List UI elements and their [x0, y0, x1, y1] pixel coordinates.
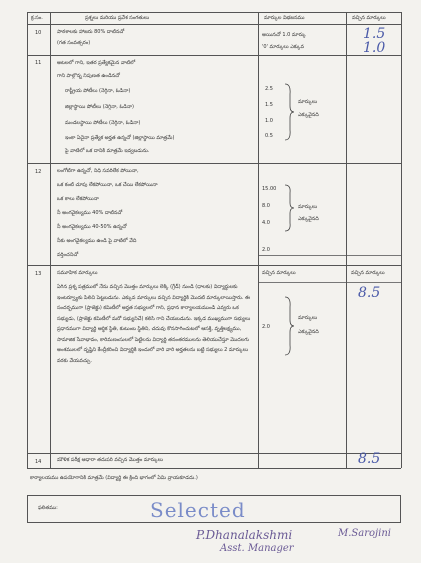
- row12-value-2: 4.0: [262, 220, 270, 226]
- row13-divider: [27, 453, 401, 454]
- row10-handwritten-mark1: 1.5: [363, 26, 386, 42]
- header-marks-awarded: వచ్చిన మార్కులు: [352, 15, 386, 21]
- row11-value-3: 0.5: [265, 133, 273, 139]
- row10-scheme1: అయినచో 1.0 మార్కు: [262, 32, 306, 38]
- row13-handwritten-mark: 8.5: [358, 285, 381, 301]
- row12-value-3: 2.0: [262, 247, 270, 253]
- row11-value-1: 1.5: [265, 102, 273, 108]
- row11-line-1: గాని పాల్గొన్న నిపుణత ఉండినచో: [57, 73, 120, 79]
- row12-inner-divider: [258, 255, 401, 256]
- row10-line1: పాఠశాలకు హాజరు 80% దాటినచో: [57, 29, 125, 35]
- row12-brace-icon: [283, 183, 295, 233]
- table-border-bottom: [27, 468, 401, 469]
- row13-paragraph: ఏగిన ప్రశ్న పత్రములో నేను వచ్చిన మొత్తం మార్కులు లెక్కి (గ్రేడ్) నుండి (ధాలకు) విద్యార్థులకు ఇంటర్వ్యూకు పిలిచి పెట్టబడును. ఎక్కువ మార్కులు వచ్చిన విద్యార్థికి మొదటి మార్కులాయిస్తారు. ఈ సందర్భముగా (ప్రాజెక్టు) కమిటీలో అర్హత సభ్యులలో గాని, ప్రధాన కార్యాలయముండి ఎవ్వరు ఒక సభ్యుడు, (ప్రాజెక్టు కమిటీలో మరో సభ్యునిచే) కలిసి గాని చేయబడును. ఇక్కడ ముఖ్యముగా సభ్యులు ప్రధానముగా విద్యార్థి ఆర్థిక స్థితి, కుటుంబ స్థితిని, చదువు కొనసాగించుటలో ఆసక్తి, వృత్తిలక్ష్యము, సామాజిక సేవాభావం, కారిమణంసులలో పెట్టిలను విద్యార్థి తనంతరములను తెలియుచేస్తూ మొదలగు అంశములలో దృష్టిని కేంద్రీకరించి విద్యార్థికి ఇందులో వారి వారి అర్హతలను బట్టి సభ్యులు 2 మార్కులు వరకు వేయవచ్చు.: [57, 284, 251, 364]
- row11-line-5: ఇంకా ఏదైనా ప్రత్యేక అర్హత ఉన్నచో (జిల్లాస్థాయి మాత్రమే): [65, 135, 175, 141]
- row11-line-6: పై వాటిలో ఒక దానికి మాత్రమే ఇవ్వబడును.: [65, 148, 150, 154]
- row10-divider: [27, 55, 401, 56]
- row11-value-2: 1.0: [265, 118, 273, 124]
- row12-scheme-label1: మార్కులు: [298, 204, 318, 210]
- header-marks-scheme: మార్కుల విభజనము: [264, 15, 305, 21]
- row12-line-2: ఒక కాలు లేకపోయినా: [57, 196, 99, 202]
- row11-brace-icon: [283, 82, 295, 142]
- row13-value: 2.0: [262, 324, 270, 330]
- header-row-divider: [27, 24, 401, 25]
- signature-2-name: M.Sarojini: [338, 528, 391, 539]
- row12-line-0: లంగోటిగా ఉన్నచో, నిధి సవరిలేక పోయినా,: [57, 168, 139, 174]
- row11-scheme-label2: ఎక్కువైనది: [298, 112, 319, 118]
- row12-footer-scheme: వచ్చిన మార్కులు: [262, 270, 296, 276]
- row12-line-6: వర్తించనిచో: [57, 252, 79, 258]
- row10-handwritten-mark2: 1.0: [363, 40, 386, 56]
- row10-number: 10: [35, 30, 42, 36]
- row14-number: 14: [35, 459, 42, 465]
- col-divider-3: [346, 12, 347, 468]
- col-divider-2: [258, 12, 259, 468]
- table-border-left: [27, 12, 28, 468]
- table-border-right: [401, 12, 402, 468]
- row12-divider: [27, 265, 401, 266]
- row11-divider: [27, 163, 401, 164]
- row11-line-2: రాష్ట్రీయ పోటీలు (నెగ్గినా, ఓడినా): [65, 88, 131, 94]
- row13-inner-divider: [258, 282, 401, 283]
- row12-value-1: 8.0: [262, 203, 270, 209]
- row12-line-1: ఒక కంటి చూపు లేకపోయినా, ఒక చేయి లేకపోయినా: [57, 182, 158, 188]
- row13-number: 13: [35, 271, 42, 277]
- row11-line-4: మండలస్థాయి పోటీలు (నెగ్గినా, ఓడినా): [65, 120, 141, 126]
- header-sl-no: క్ర.సం.: [31, 15, 43, 21]
- row11-number: 11: [35, 60, 42, 66]
- row13-brace-icon: [283, 295, 295, 357]
- row12-line-5: నీకు అంగవైకల్యము ఉండి పై వాటిలో వేది: [57, 238, 137, 244]
- result-label: ఫలితము:: [38, 505, 58, 511]
- office-use-note: కార్యాలయము ఉపయోగానికి మాత్రమే (విద్యార్థి ఈ క్రింది భాగంలో ఏమి వ్రాయకూడదు.): [30, 475, 198, 481]
- row11-line-0: అటలలో గాని, ఇతర ప్రత్యేకమైన వాటిలో: [57, 60, 136, 66]
- row14-handwritten-mark: 8.5: [358, 451, 381, 467]
- row11-line-3: జిల్లాస్థాయి పోటీలు (నెగ్గినా, ఓడినా): [65, 104, 134, 110]
- row12-scheme-label2: ఎక్కువైనది: [298, 216, 319, 222]
- row13-awarded-header: వచ్చిన మార్కులు: [351, 270, 385, 276]
- row12-line-4: నీ అంగవైకల్యము 40-50% ఉన్నచో: [57, 224, 127, 230]
- row11-scheme-label1: మార్కులు: [298, 99, 318, 105]
- row14-text: మౌళిక పరీక్ష ఆధారా తదుపరి వచ్చిన మొత్తం మార్కులు: [57, 457, 164, 463]
- row12-line-3: నీ అంగవైకల్యము 40% దాటినచో: [57, 210, 123, 216]
- signature-1-title: Asst. Manager: [220, 543, 294, 554]
- signature-1-name: P.Dhanalakshmi: [196, 528, 293, 542]
- row12-number: 12: [35, 169, 42, 175]
- header-criteria: ప్రశ్నలు మరియు ప్రవేశ సంగతులు: [85, 15, 150, 21]
- row10-line2: (గత సంవత్సరం): [57, 40, 91, 46]
- col-divider-1: [50, 12, 51, 468]
- row13-scheme-label2: ఎక్కువైనది: [298, 329, 319, 335]
- row13-title: సమూహిక మార్కులు: [57, 270, 98, 276]
- row13-scheme-label1: మార్కులు: [298, 315, 318, 321]
- row11-value-0: 2.5: [265, 86, 273, 92]
- row12-value-0: 15.00: [262, 186, 277, 192]
- row10-scheme2: '0' మార్కులు ఎక్కువ: [262, 44, 305, 50]
- result-value: Selected: [150, 498, 246, 522]
- table-border-top: [27, 12, 401, 13]
